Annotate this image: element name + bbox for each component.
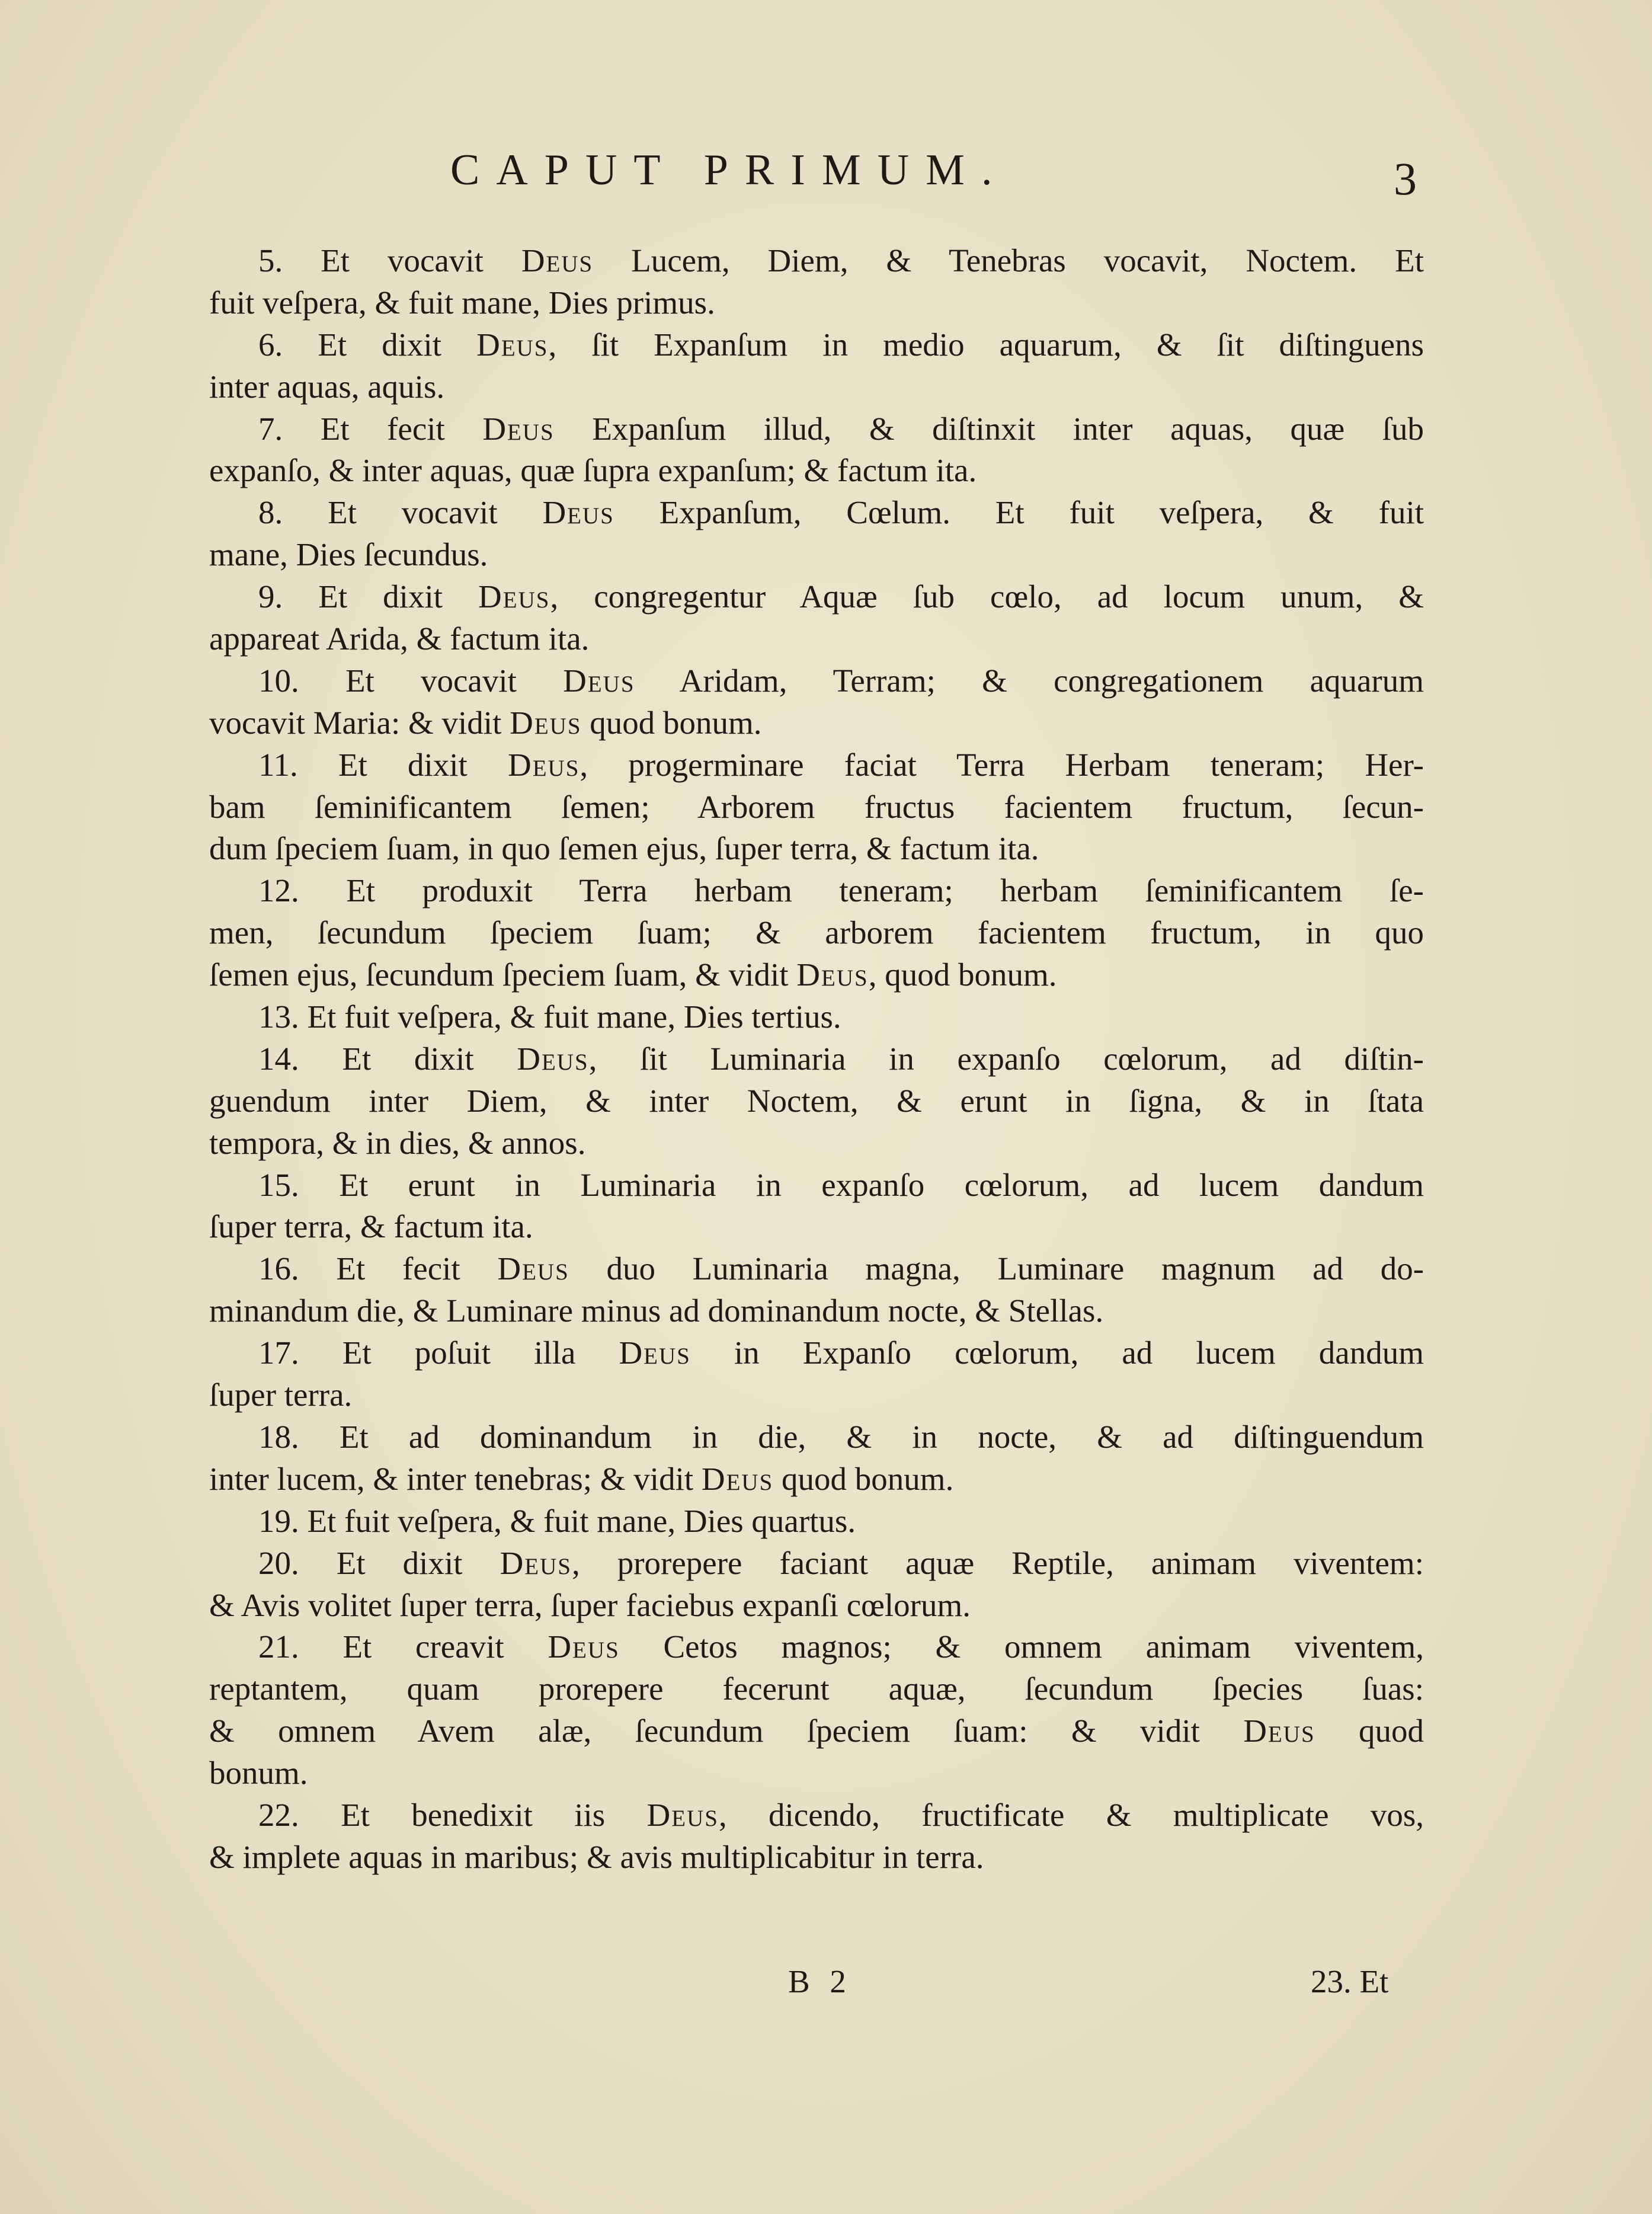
text-line: bonum.: [209, 1755, 308, 1791]
text-line: 19. Et fuit veſpera, & fuit mane, Dies quartus.: [258, 1502, 856, 1539]
text-line: 20. Et dixit Deus, prorepere faciant aquæ Reptile, animam viventem:: [258, 1544, 1424, 1581]
signature-mark: B 2: [788, 1963, 852, 1999]
text-line: vocavit Maria: & vidit Deus quod bonum.: [209, 704, 762, 741]
text-line: 6. Et dixit Deus, ſit Expanſum in medio aquarum, & ſit diſtinguens: [258, 326, 1424, 363]
text-line: & Avis volitet ſuper terra, ſuper faciebus expanſi cœlorum.: [209, 1586, 971, 1623]
text-line: 8. Et vocavit Deus Expanſum, Cœlum. Et fuit veſpera, & fuit: [258, 494, 1424, 531]
text-line: 10. Et vocavit Deus Aridam, Terram; & congregationem aquarum: [258, 662, 1424, 699]
verse: [209, 1794, 1424, 1879]
text-line: men, ſecundum ſpeciem ſuam; & arborem facientem fructum, in quo: [209, 914, 1424, 951]
verse: [209, 660, 1424, 744]
text-line: appareat Arida, & factum ita.: [209, 620, 590, 657]
text-line: 14. Et dixit Deus, ſit Luminaria in expanſo cœlorum, ad diſtin-: [258, 1040, 1424, 1077]
text-line: 13. Et fuit veſpera, & fuit mane, Dies tertius.: [258, 999, 841, 1035]
text-line: fuit veſpera, & fuit mane, Dies primus.: [209, 284, 715, 321]
text-line: dum ſpeciem ſuam, in quo ſemen ejus, ſuper terra, & factum ita.: [209, 830, 1039, 867]
page-header: [0, 145, 1652, 204]
small-caps-deus: Deus: [478, 578, 550, 615]
text-line: ſemen ejus, ſecundum ſpeciem ſuam, & vidit Deus, quod bonum.: [209, 956, 1057, 993]
small-caps-deus: Deus: [476, 326, 549, 363]
text-line: expanſo, & inter aquas, quæ ſupra expanſum; & factum ita.: [209, 452, 977, 489]
small-caps-deus: Deus: [542, 494, 614, 531]
verse: [209, 1332, 1424, 1416]
verse: [209, 870, 1424, 996]
text-line: mane, Dies ſecundus.: [209, 536, 488, 573]
running-title: CAPUT PRIMUM.: [450, 146, 1009, 194]
verse: [209, 1416, 1424, 1500]
text-line: ſuper terra, & factum ita.: [209, 1208, 533, 1245]
verse: [209, 1038, 1424, 1164]
small-caps-deus: Deus: [619, 1335, 691, 1371]
verse: [209, 744, 1424, 871]
verse: [209, 240, 1424, 324]
text-line: 16. Et fecit Deus duo Luminaria magna, Luminare magnum ad do-: [258, 1250, 1424, 1287]
text-line: 12. Et produxit Terra herbam teneram; herbam ſeminificantem ſe-: [258, 872, 1424, 909]
verse: [209, 408, 1424, 492]
small-caps-deus: Deus: [507, 746, 580, 783]
small-caps-deus: Deus: [521, 242, 594, 279]
text-line: 9. Et dixit Deus, congregentur Aquæ ſub cœlo, ad locum unum, &: [258, 578, 1424, 615]
text-line: bam ſeminificantem ſemen; Arborem fructus facientem fructum, ſecun-: [209, 788, 1424, 825]
small-caps-deus: Deus: [563, 662, 635, 699]
verse: [209, 1248, 1424, 1332]
text-line: reptantem, quam prorepere fecerunt aquæ, ſecundum ſpecies ſuas:: [209, 1671, 1424, 1707]
small-caps-deus: Deus: [1243, 1713, 1315, 1749]
text-line: & implete aquas in maribus; & avis multiplicabitur in terra.: [209, 1838, 984, 1875]
verse: [209, 576, 1424, 660]
text-line: 5. Et vocavit Deus Lucem, Diem, & Tenebras vocavit, Noctem. Et: [258, 242, 1424, 279]
verse: [209, 996, 1424, 1038]
text-line: 22. Et benedixit iis Deus, dicendo, fructificate & multiplicate vos,: [258, 1796, 1424, 1833]
text-line: tempora, & in dies, & annos.: [209, 1124, 586, 1161]
small-caps-deus: Deus: [796, 956, 869, 993]
page-number: 3: [1394, 153, 1417, 204]
small-caps-deus: Deus: [646, 1796, 719, 1833]
small-caps-deus: Deus: [548, 1628, 620, 1665]
catchword: 23. Et: [1311, 1963, 1389, 1999]
small-caps-deus: Deus: [497, 1250, 569, 1287]
verse: [209, 492, 1424, 576]
text-line: inter lucem, & inter tenebras; & vidit Deus quod bonum.: [209, 1460, 954, 1497]
page-body: [209, 240, 1424, 1879]
text-line: 15. Et erunt in Luminaria in expanſo cœlorum, ad lucem dandum: [258, 1166, 1424, 1203]
text-line: 17. Et poſuit illa Deus in Expanſo cœlorum, ad lucem dandum: [258, 1335, 1424, 1371]
text-line: inter aquas, aquis.: [209, 368, 445, 405]
verse: [209, 324, 1424, 408]
text-line: 7. Et fecit Deus Expanſum illud, & diſtinxit inter aquas, quæ ſub: [258, 410, 1424, 447]
small-caps-deus: Deus: [510, 704, 582, 741]
text-line: ſuper terra.: [209, 1377, 353, 1413]
small-caps-deus: Deus: [517, 1040, 589, 1077]
verse: [209, 1543, 1424, 1627]
verse: [209, 1500, 1424, 1543]
small-caps-deus: Deus: [500, 1544, 572, 1581]
text-line: & omnem Avem alæ, ſecundum ſpeciem ſuam: & vidit Deus quod: [209, 1713, 1424, 1749]
small-caps-deus: Deus: [701, 1460, 774, 1497]
text-line: 21. Et creavit Deus Cetos magnos; & omnem animam viventem,: [258, 1628, 1424, 1665]
text-line: guendum inter Diem, & inter Noctem, & erunt in ſigna, & in ſtata: [209, 1082, 1424, 1119]
verse: [209, 1164, 1424, 1249]
small-caps-deus: Deus: [482, 410, 555, 447]
text-line: minandum die, & Luminare minus ad dominandum nocte, & Stellas.: [209, 1292, 1104, 1329]
text-line: 18. Et ad dominandum in die, & in nocte, & ad diſtinguendum: [258, 1418, 1424, 1455]
text-line: 11. Et dixit Deus, progerminare faciat Terra Herbam teneram; Her-: [258, 746, 1424, 783]
verse: [209, 1626, 1424, 1794]
